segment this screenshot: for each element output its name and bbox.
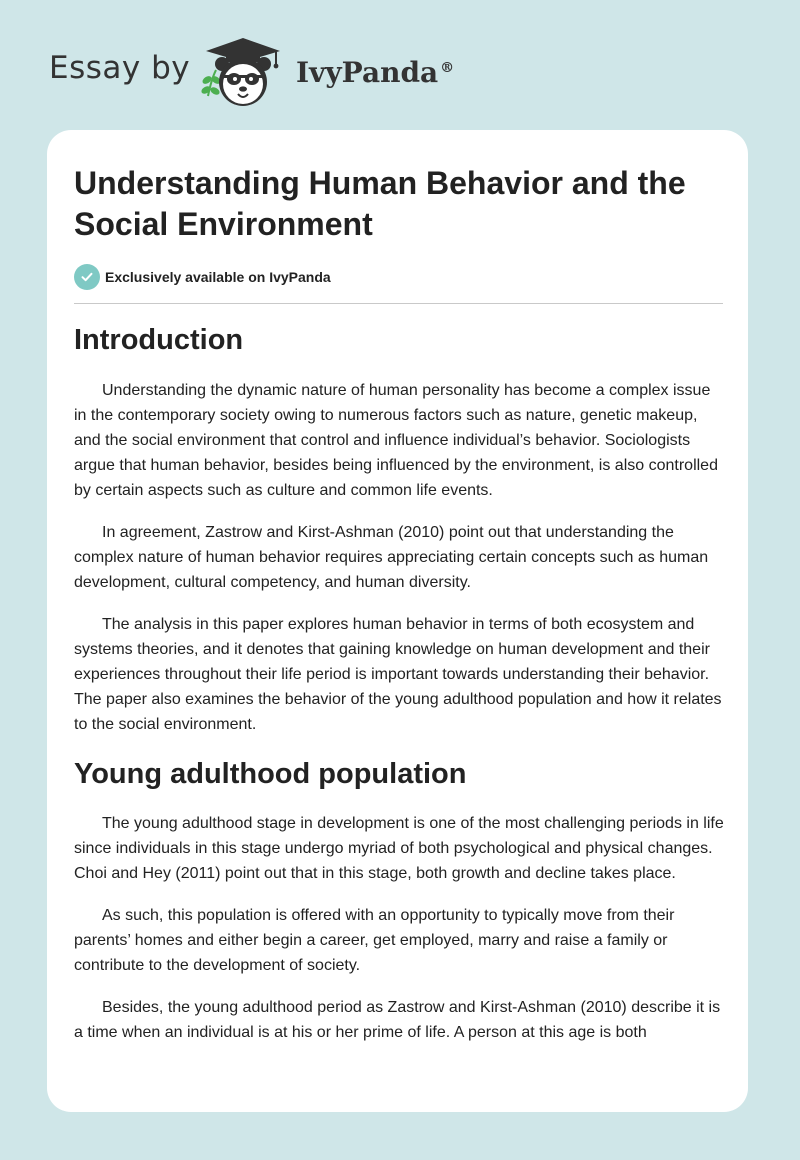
paragraph: Understanding the dynamic nature of human personality has become a complex issue in the contemporary society owing to numerous factors such as nature, genetic makeup, and the social environment that control and influence individual’s behavior. Sociologists argue that human behavior, besides being influenced by the environment, is also controlled by certain aspects such as culture and common life events.	[74, 382, 718, 499]
paragraph: The analysis in this paper explores human behavior in terms of both ecosystem and systems theories, and it denotes that gaining knowledge on human development and their experiences throughout their life period is important towards understanding their behavior. The paper also examines the behavior of the young adulthood population and how it relates to the social environment.	[74, 616, 722, 733]
paragraph: In agreement, Zastrow and Kirst-Ashman (2010) point out that understanding the complex nature of human behavior requires appreciating certain concepts such as human development, cultural competency, and human diversity.	[74, 524, 709, 591]
paragraph: As such, this population is offered with an opportunity to typically move from their parents’ homes and either begin a career, get employed, marry and raise a family or contribute to the development of society.	[74, 907, 675, 974]
registered-mark: ®	[440, 59, 455, 76]
brand-name[interactable]	[296, 56, 454, 89]
section-heading-introduction: Introduction	[74, 324, 244, 356]
section-heading-young-adulthood: Young adulthood population	[74, 758, 467, 790]
panda-logo-icon[interactable]	[198, 34, 290, 110]
paragraph: Besides, the young adulthood period as Zastrow and Kirst-Ashman (2010) describe it is a time when an individual is at his or her prime of life. A person at this age is both	[74, 999, 721, 1041]
essay-title: Understanding Human Behavior and the Social Environment	[74, 165, 686, 242]
paragraph: The young adulthood stage in development is one of the most challenging periods in life since individuals in this stage undergo myriad of both psychological and physical changes. Choi and Hey (2011) point out that in this stage, both growth and decline takes place.	[74, 815, 724, 882]
brand-prefix: Essay by	[49, 50, 191, 86]
site-header	[0, 0, 800, 130]
title-divider	[74, 303, 723, 304]
essay-card	[47, 130, 748, 1112]
exclusive-badge-text: Exclusively available on IvyPanda	[105, 269, 331, 285]
exclusive-badge	[74, 264, 331, 290]
essay-body	[74, 320, 724, 1045]
brand-name-text: IvyPanda	[296, 56, 439, 89]
check-circle-icon	[74, 264, 100, 290]
